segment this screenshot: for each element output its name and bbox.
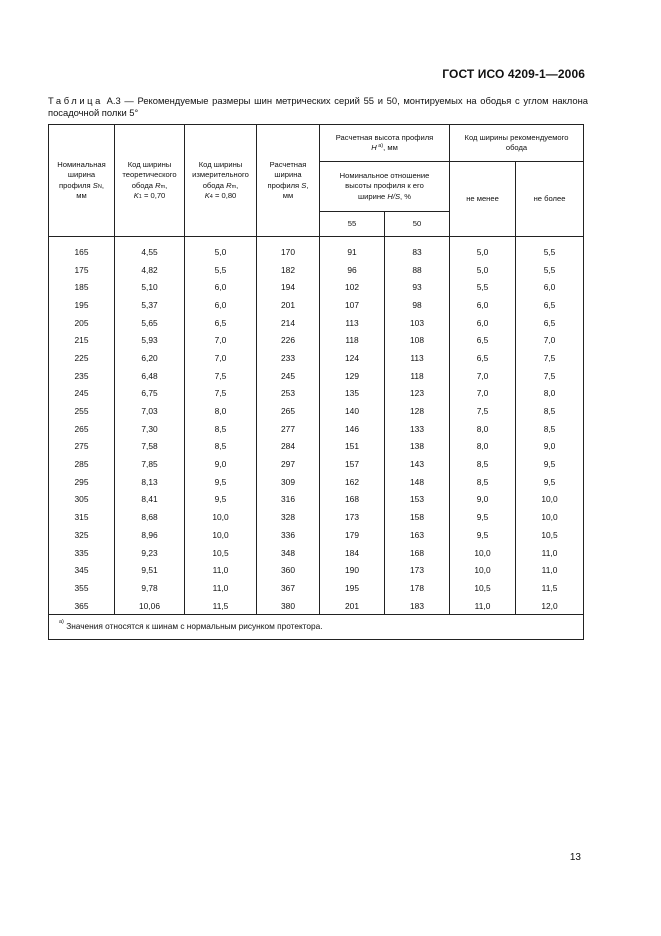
table-cell: 253 — [257, 385, 320, 403]
table-cell: 98 — [385, 296, 450, 314]
header-max: не более — [516, 162, 584, 237]
table-cell: 201 — [320, 597, 385, 615]
table-cell: 225 — [49, 349, 115, 367]
table-cell: 10,5 — [516, 526, 584, 544]
table-cell: 118 — [385, 367, 450, 385]
table-cell: 295 — [49, 473, 115, 491]
table-cell: 108 — [385, 331, 450, 349]
table-cell: 170 — [257, 243, 320, 261]
table-row — [49, 473, 584, 491]
table-row — [49, 438, 584, 456]
table-row — [49, 597, 584, 615]
table-cell: 5,65 — [115, 314, 185, 332]
table-row — [49, 402, 584, 420]
table-cell: 179 — [320, 526, 385, 544]
table-cell: 9,5 — [185, 473, 257, 491]
table-cell: 8,13 — [115, 473, 185, 491]
table-cell: 214 — [257, 314, 320, 332]
table-cell: 8,5 — [516, 402, 584, 420]
table-cell: 275 — [49, 438, 115, 456]
table-cell: 297 — [257, 455, 320, 473]
table-cell: 6,0 — [185, 296, 257, 314]
table-row — [49, 261, 584, 279]
table-cell: 5,37 — [115, 296, 185, 314]
table-cell: 7,0 — [185, 349, 257, 367]
table-cell: 6,0 — [185, 278, 257, 296]
table-cell: 5,0 — [185, 243, 257, 261]
table-cell: 10,06 — [115, 597, 185, 615]
table-cell: 9,5 — [450, 508, 516, 526]
table-cell: 8,41 — [115, 491, 185, 509]
table-cell: 151 — [320, 438, 385, 456]
table-cell: 6,20 — [115, 349, 185, 367]
table-cell: 10,0 — [516, 508, 584, 526]
footnote-marker: а) — [59, 619, 64, 626]
table-cell: 367 — [257, 579, 320, 597]
table-cell: 8,5 — [450, 455, 516, 473]
table-row — [49, 579, 584, 597]
table-cell: 10,5 — [185, 544, 257, 562]
table-cell: 277 — [257, 420, 320, 438]
table-cell: 6,75 — [115, 385, 185, 403]
table-cell: 9,0 — [185, 455, 257, 473]
table-cell: 6,5 — [516, 296, 584, 314]
header-nominal-width: Номинальная ширина профиля $S_N$, мм — [49, 125, 115, 237]
table-cell: 7,03 — [115, 402, 185, 420]
table-cell: 8,0 — [185, 402, 257, 420]
table-cell: 245 — [257, 367, 320, 385]
table-cell: 173 — [320, 508, 385, 526]
table-cell: 158 — [385, 508, 450, 526]
table-cell: 10,0 — [185, 526, 257, 544]
table-cell: 8,96 — [115, 526, 185, 544]
table-row — [49, 367, 584, 385]
table-cell: 195 — [320, 579, 385, 597]
table-cell: 194 — [257, 278, 320, 296]
table-cell: 265 — [49, 420, 115, 438]
table-cell: 9,51 — [115, 561, 185, 579]
table-cell: 12,0 — [516, 597, 584, 615]
table-cell: 6,5 — [450, 349, 516, 367]
page-number: 13 — [569, 852, 581, 863]
table-cell: 233 — [257, 349, 320, 367]
table-cell: 190 — [320, 561, 385, 579]
table-cell: 8,0 — [516, 385, 584, 403]
table-cell: 11,0 — [516, 561, 584, 579]
table-cell: 93 — [385, 278, 450, 296]
table-row — [49, 508, 584, 526]
table-cell: 5,5 — [516, 243, 584, 261]
table-cell: 96 — [320, 261, 385, 279]
document-code: ГОСТ ИСО 4209-1—2006 — [442, 67, 585, 81]
tire-sizes-table — [48, 124, 584, 640]
table-cell: 365 — [49, 597, 115, 615]
table-cell: 123 — [385, 385, 450, 403]
table-cell: 8,0 — [450, 420, 516, 438]
table-row — [49, 349, 584, 367]
table-cell: 325 — [49, 526, 115, 544]
table-cell: 162 — [320, 473, 385, 491]
table-cell: 11,0 — [185, 579, 257, 597]
table-cell: 9,5 — [516, 473, 584, 491]
header-min: не менее — [450, 162, 516, 237]
table-cell: 6,5 — [516, 314, 584, 332]
table-cell: 102 — [320, 278, 385, 296]
table-cell: 163 — [385, 526, 450, 544]
table-cell: 165 — [49, 243, 115, 261]
caption-text: А.3 — Рекомендуемые размеры шин метрических серий 55 и 50, монтируемых на ободья с углом наклона посадочной полки 5° — [48, 95, 588, 118]
table-footnote — [49, 615, 584, 640]
table-cell: 8,5 — [516, 420, 584, 438]
table-cell: 7,30 — [115, 420, 185, 438]
table-cell: 5,5 — [516, 261, 584, 279]
table-row — [49, 314, 584, 332]
table-cell: 195 — [49, 296, 115, 314]
table-row — [49, 331, 584, 349]
table-cell: 10,0 — [185, 508, 257, 526]
table-cell: 6,5 — [450, 331, 516, 349]
table-cell: 4,55 — [115, 243, 185, 261]
table-cell: 8,0 — [450, 438, 516, 456]
header-series-55: 55 — [320, 212, 385, 237]
table-cell: 355 — [49, 579, 115, 597]
table-cell: 8,5 — [450, 473, 516, 491]
table-cell: 309 — [257, 473, 320, 491]
table-cell: 5,0 — [450, 261, 516, 279]
table-cell: 124 — [320, 349, 385, 367]
table-cell: 113 — [320, 314, 385, 332]
table-cell: 316 — [257, 491, 320, 509]
table-cell: 9,0 — [516, 438, 584, 456]
caption-label: Таблица — [48, 95, 103, 106]
table-cell: 201 — [257, 296, 320, 314]
table-cell: 380 — [257, 597, 320, 615]
table-cell: 5,5 — [450, 278, 516, 296]
table-cell: 9,78 — [115, 579, 185, 597]
table-cell: 148 — [385, 473, 450, 491]
table-row — [49, 526, 584, 544]
table-row — [49, 455, 584, 473]
table-cell: 146 — [320, 420, 385, 438]
table-cell: 235 — [49, 367, 115, 385]
table-cell: 7,85 — [115, 455, 185, 473]
table-cell: 5,0 — [450, 243, 516, 261]
table-cell: 335 — [49, 544, 115, 562]
table-cell: 7,5 — [185, 385, 257, 403]
table-cell: 11,0 — [516, 544, 584, 562]
header-series-50: 50 — [385, 212, 450, 237]
header-measuring-rim-code: Код ширины измерительного обода $R_m$, $K_4 = 0,80$ — [185, 125, 257, 237]
table-cell: 113 — [385, 349, 450, 367]
table-cell: 7,0 — [185, 331, 257, 349]
header-recommended-rim-group: Код ширины рекомендуемого обода — [450, 125, 584, 162]
footnote-text: Значения относятся к шинам с нормальным рисунком протектора. — [63, 621, 323, 632]
table-cell: 133 — [385, 420, 450, 438]
table-cell: 143 — [385, 455, 450, 473]
table-cell: 9,5 — [185, 491, 257, 509]
table-cell: 6,0 — [450, 314, 516, 332]
table-cell: 157 — [320, 455, 385, 473]
table-cell: 10,5 — [450, 579, 516, 597]
table-cell: 328 — [257, 508, 320, 526]
table-cell: 91 — [320, 243, 385, 261]
table-cell: 11,0 — [185, 561, 257, 579]
table-cell: 183 — [385, 597, 450, 615]
table-cell: 9,0 — [450, 491, 516, 509]
table-cell: 6,0 — [516, 278, 584, 296]
table-cell: 103 — [385, 314, 450, 332]
header-theoretical-rim-code: Код ширины теоретического обода $R_m$, $K_1 = 0,70$ — [115, 125, 185, 237]
table-cell: 135 — [320, 385, 385, 403]
table-cell: 360 — [257, 561, 320, 579]
table-cell: 9,23 — [115, 544, 185, 562]
table-row — [49, 278, 584, 296]
table-cell: 88 — [385, 261, 450, 279]
table-cell: 173 — [385, 561, 450, 579]
table-cell: 205 — [49, 314, 115, 332]
table-cell: 7,5 — [516, 367, 584, 385]
table-cell: 5,5 — [185, 261, 257, 279]
table-cell: 245 — [49, 385, 115, 403]
header-design-height-group: Расчетная высота профиля H $^{а)}$, мм — [320, 125, 450, 162]
table-cell: 118 — [320, 331, 385, 349]
table-cell: 9,5 — [450, 526, 516, 544]
table-row — [49, 491, 584, 509]
table-cell: 168 — [385, 544, 450, 562]
table-cell: 8,5 — [185, 420, 257, 438]
table-cell: 83 — [385, 243, 450, 261]
table-cell: 7,5 — [450, 402, 516, 420]
table-cell: 138 — [385, 438, 450, 456]
table-cell: 129 — [320, 367, 385, 385]
table-cell: 107 — [320, 296, 385, 314]
table-cell: 7,58 — [115, 438, 185, 456]
table-cell: 153 — [385, 491, 450, 509]
table-cell: 11,5 — [516, 579, 584, 597]
header-design-width: Расчетная ширина профиля S, мм — [257, 125, 320, 237]
header-aspect-ratio: Номинальное отношение высоты профиля к его ширине H/S, % — [320, 162, 450, 212]
table-cell: 336 — [257, 526, 320, 544]
table-cell: 284 — [257, 438, 320, 456]
table-cell: 6,5 — [185, 314, 257, 332]
table-cell: 265 — [257, 402, 320, 420]
table-row — [49, 243, 584, 261]
table-cell: 4,82 — [115, 261, 185, 279]
table-cell: 168 — [320, 491, 385, 509]
table-cell: 140 — [320, 402, 385, 420]
table-cell: 178 — [385, 579, 450, 597]
table-caption — [48, 95, 588, 118]
table-cell: 7,0 — [450, 385, 516, 403]
table-cell: 305 — [49, 491, 115, 509]
table-cell: 255 — [49, 402, 115, 420]
table-cell: 10,0 — [450, 561, 516, 579]
table-row — [49, 385, 584, 403]
table-cell: 345 — [49, 561, 115, 579]
table-cell: 185 — [49, 278, 115, 296]
table-row — [49, 561, 584, 579]
table-row — [49, 296, 584, 314]
table-cell: 348 — [257, 544, 320, 562]
table-cell: 7,5 — [185, 367, 257, 385]
table-cell: 128 — [385, 402, 450, 420]
table-cell: 6,48 — [115, 367, 185, 385]
table-cell: 6,0 — [450, 296, 516, 314]
table-cell: 11,5 — [185, 597, 257, 615]
table-cell: 315 — [49, 508, 115, 526]
table-cell: 215 — [49, 331, 115, 349]
table-cell: 175 — [49, 261, 115, 279]
table-cell: 7,5 — [516, 349, 584, 367]
table-cell: 184 — [320, 544, 385, 562]
table-cell: 10,0 — [450, 544, 516, 562]
table-cell: 7,0 — [450, 367, 516, 385]
table-row — [49, 544, 584, 562]
table-cell: 5,10 — [115, 278, 185, 296]
table-cell: 10,0 — [516, 491, 584, 509]
table-cell: 182 — [257, 261, 320, 279]
table-cell: 7,0 — [516, 331, 584, 349]
table-cell: 226 — [257, 331, 320, 349]
table-cell: 11,0 — [450, 597, 516, 615]
table-cell: 8,68 — [115, 508, 185, 526]
table-cell: 9,5 — [516, 455, 584, 473]
table-cell: 8,5 — [185, 438, 257, 456]
table-cell: 5,93 — [115, 331, 185, 349]
table-cell: 285 — [49, 455, 115, 473]
table-row — [49, 420, 584, 438]
